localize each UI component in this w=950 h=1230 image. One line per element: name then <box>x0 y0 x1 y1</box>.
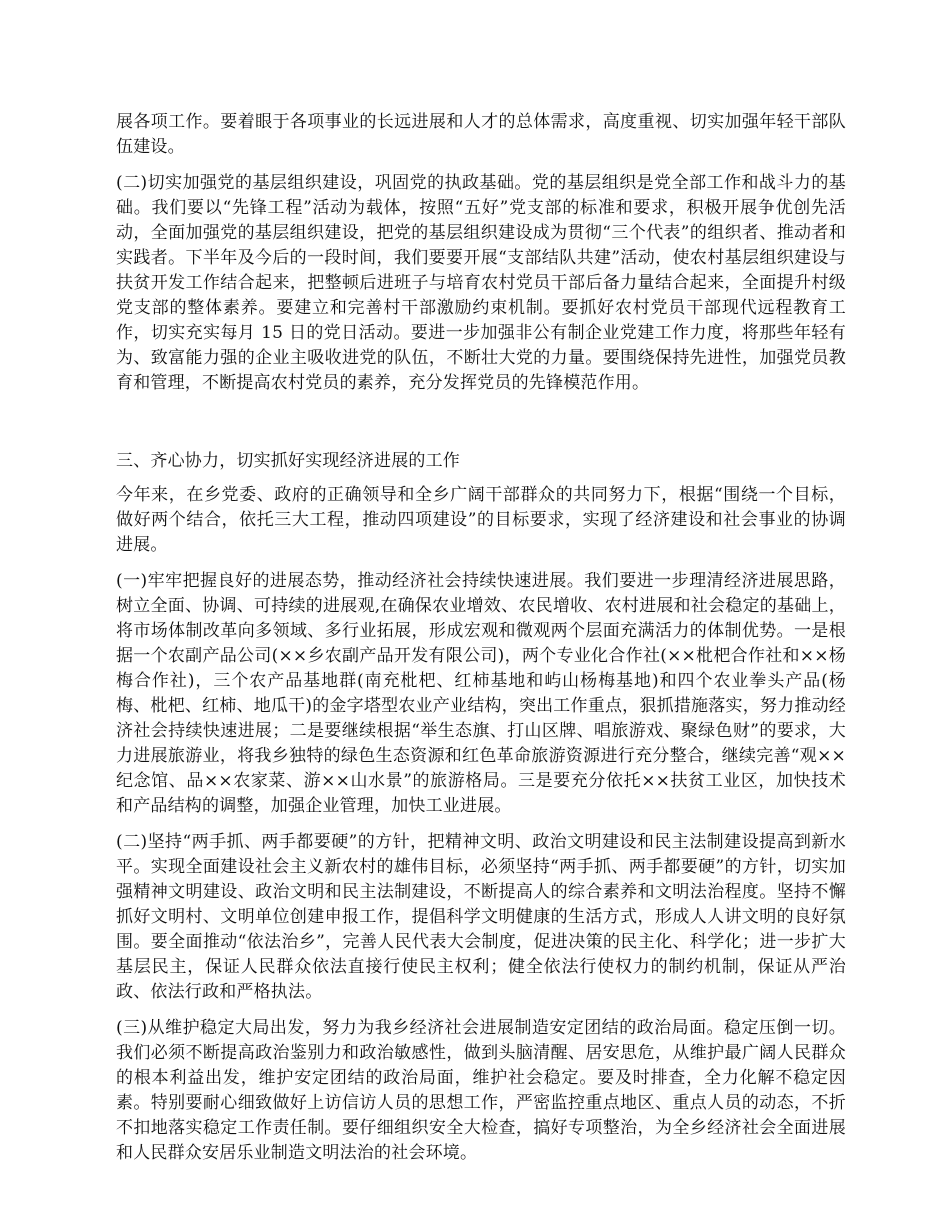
paragraph: (一)牢牢把握良好的进展态势，推动经济社会持续快速进展。我们要进一步理清经济进展思路，树立全面、协调、可持续的进展观,在确保农业增效、农民增收、农村进展和社会稳定的基础上，将市场体制改革向多领域、多行业拓展，形成宏观和微观两个层面充满活力的体制优势。一是根据一个农副产品公司(××乡农副产品开发有限公司)，两个专业化合作社(××枇杷合作社和××杨梅合作社)，三个农产品基地群(南充枇杷、红柿基地和屿山杨梅基地)和四个农业拳头产品(杨梅、枇杷、红柿、地瓜干)的金字塔型农业产业结构，突出工作重点，狠抓措施落实，努力推动经济社会持续快速进展；二是要继续根据“举生态旗、打山区牌、唱旅游戏、聚绿色财”的要求，大力进展旅游业，将我乡独特的绿色生态资源和红色革命旅游资源进行充分整合，继续完善“观××纪念馆、品××农家菜、游××山水景”的旅游格局。三是要充分依托××扶贫工业区，加快技术和产品结构的调整，加强企业管理，加快工业进展。 <box>116 571 846 816</box>
section-heading: 三、齐心协力，切实抓好实现经济进展的工作 <box>116 451 460 471</box>
paragraph: 今年来，在乡党委、政府的正确领导和全乡广阔干部群众的共同努力下，根据“围绕一个目标，做好两个结合，依托三大工程，推动四项建设”的目标要求，实现了经济建设和社会事业的协调进展。 <box>116 485 846 555</box>
paragraph: 展各项工作。要着眼于各项事业的长远进展和人才的总体需求，高度重视、切实加强年轻干部队伍建设。 <box>116 112 846 157</box>
section-gap <box>116 407 846 449</box>
paragraph: (二)坚持“两手抓、两手都要硬”的方针，把精神文明、政治文明建设和民主法制建设提高到新水平。实现全面建设社会主义新农村的雄伟目标，必须坚持“两手抓、两手都要硬”的方针，切实加强精神文明建设、政治文明和民主法制建设，不断提高人的综合素养和文明法治程度。坚持不懈抓好文明村、文明单位创建申报工作，提倡科学文明健康的生活方式，形成人人讲文明的良好氛围。要全面推动“依法治乡”，完善人民代表大会制度，促进决策的民主化、科学化；进一步扩大基层民主，保证人民群众依法直接行使民主权利；健全依法行使权力的制约机制，保证从严治政、依法行政和严格执法。 <box>116 832 846 1002</box>
document-body <box>116 110 846 1177</box>
paragraph: (三)从维护稳定大局出发，努力为我乡经济社会进展制造安定团结的政治局面。稳定压倒一切。我们必须不断提高政治鉴别力和政治敏感性，做到头脑清醒、居安思危，从维护最广阔人民群众的根本利益出发，维护安定团结的政治局面，维护社会稳定。要及时排查，全力化解不稳定因素。特别要耐心细致做好上访信访人员的思想工作，严密监控重点地区、重点人员的动态，不折不扣地落实稳定工作责任制。要仔细组织安全大检查，搞好专项整治，为全乡经济社会全面进展和人民群众安居乐业制造文明法治的社会环境。 <box>116 1018 846 1163</box>
paragraph: (二)切实加强党的基层组织建设，巩固党的执政基础。党的基层组织是党全部工作和战斗力的基础。我们要以“先锋工程”活动为载体，按照“五好”党支部的标准和要求，积极开展争优创先活动，全面加强党的基层组织建设，把党的基层组织建设成为贯彻“三个代表”的组织者、推动者和实践者。下半年及今后的一段时间，我们要要开展“支部结队共建”活动，使农村基层组织建设与扶贫开发工作结合起来，把整顿后进班子与培育农村党员干部后备力量结合起来，全面提升村级党支部的整体素养。要建立和完善村干部激励约束机制。要抓好农村党员干部现代远程教育工作，切实充实每月 15 日的党日活动。要进一步加强非公有制企业党建工作力度，将那些年轻有为、致富能力强的企业主吸收进党的队伍，不断壮大党的力量。要围绕保持先进性，加强党员教育和管理，不断提高农村党员的素养，充分发挥党员的先锋模范作用。 <box>116 173 846 393</box>
